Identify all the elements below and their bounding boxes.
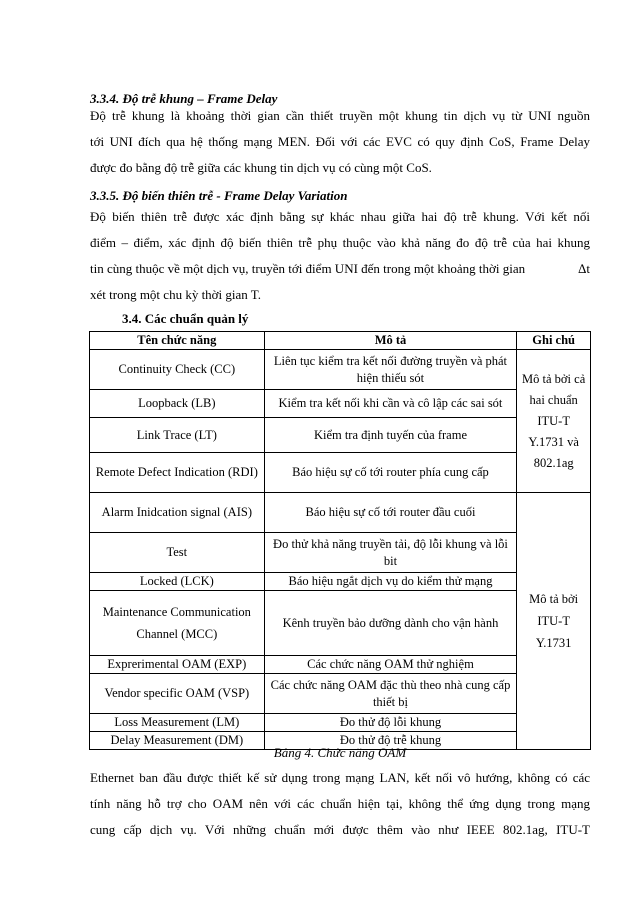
function-name-cell: Locked (LCK) [90, 573, 265, 591]
column-header-description: Mô tả [264, 332, 517, 350]
paragraph-line: Ethernet ban đầu được thiết kế sử dụng trong mạng LAN, kết nối vô hướng, không có các [90, 770, 590, 785]
function-name-cell: Continuity Check (CC) [90, 350, 265, 390]
table-row [90, 674, 591, 714]
section-3-3-4-paragraph [90, 103, 590, 181]
function-description-cell: Kiểm tra kết nối khi cần và cô lập các sai sót [264, 390, 517, 418]
table-row [90, 493, 591, 533]
table-row [90, 350, 591, 390]
function-description-cell: Đo thử khả năng truyền tải, độ lỗi khung và lỗi bit [264, 533, 517, 573]
function-name-cell: Test [90, 533, 265, 573]
section-3-4-heading: 3.4. Các chuẩn quản lý [122, 311, 249, 326]
paragraph-line: điểm – điểm, xác định độ biến thiên trễ phụ thuộc vào khả năng đo độ trễ của hai khung [90, 235, 590, 250]
function-name-cell: Exprerimental OAM (EXP) [90, 656, 265, 674]
column-header-note: Ghi chú [517, 332, 591, 350]
function-name-cell: Delay Measurement (DM) [90, 732, 265, 750]
function-description-cell: Đo thử độ lỗi khung [264, 714, 517, 732]
table-row [90, 533, 591, 573]
paragraph-line: tới UNI đích qua hệ thống mạng MEN. Đối với các EVC có quy định CoS, Frame Delay [90, 134, 590, 149]
function-name-cell: Alarm Inidcation signal (AIS) [90, 493, 265, 533]
function-name-cell: Loss Measurement (LM) [90, 714, 265, 732]
oam-functions-table [89, 331, 591, 750]
function-name-cell: Loopback (LB) [90, 390, 265, 418]
function-description-cell: Các chức năng OAM thử nghiệm [264, 656, 517, 674]
paragraph-line: cung cấp dịch vụ. Với những chuẩn mới được thêm vào như IEEE 802.1ag, ITU-T [90, 822, 590, 837]
paragraph-line: Độ biến thiên trễ được xác định bằng sự khác nhau giữa hai độ trễ khung. Với kết nối [90, 209, 590, 224]
table-row [90, 418, 591, 453]
function-description-cell: Báo hiệu sự cố tới router phía cung cấp [264, 453, 517, 493]
delta-t-symbol: ∆t [578, 261, 590, 276]
paragraph-line: xét trong một chu kỳ thời gian T. [90, 287, 262, 302]
table-header-row [90, 332, 591, 350]
function-name-cell: Link Trace (LT) [90, 418, 265, 453]
paragraph-line: Độ trễ khung là khoảng thời gian cần thiết truyền một khung tin dịch vụ từ UNI nguồn [90, 108, 590, 123]
table-row [90, 591, 591, 656]
column-header-name: Tên chức năng [90, 332, 265, 350]
table-row [90, 453, 591, 493]
function-description-cell: Kiểm tra định tuyến của frame [264, 418, 517, 453]
function-description-cell: Liên tục kiểm tra kết nối đường truyền và phát hiện thiếu sót [264, 350, 517, 390]
function-name-cell: Vendor specific OAM (VSP) [90, 674, 265, 714]
table-caption: Bảng 4. Chức năng OAM [273, 745, 407, 760]
closing-paragraph [90, 765, 590, 843]
note-cell-y1731: Mô tả bởi ITU-T Y.1731 [517, 493, 591, 750]
function-name-cell: Maintenance Communication Channel (MCC) [90, 591, 265, 656]
paragraph-line [90, 256, 590, 282]
paragraph-line: được đo bằng độ trễ giữa các khung tin dịch vụ có cùng một CoS. [90, 160, 432, 175]
section-3-3-5-heading: 3.3.5. Độ biến thiên trễ - Frame Delay Variation [90, 188, 348, 203]
table-row [90, 714, 591, 732]
paragraph-line: tính năng hỗ trợ cho OAM nên với các chuẩn hiện tại, không thể ứng dụng trong mạng [90, 796, 590, 811]
function-description-cell: Báo hiệu ngắt dịch vụ do kiểm thử mạng [264, 573, 517, 591]
section-3-3-5-paragraph [90, 204, 590, 308]
paragraph-line-text: tin cùng thuộc về một dịch vụ, truyền tới điểm UNI đến trong một khoảng thời gian [90, 261, 526, 276]
table-row [90, 390, 591, 418]
function-description-cell: Các chức năng OAM đặc thù theo nhà cung cấp thiết bị [264, 674, 517, 714]
table-row [90, 656, 591, 674]
note-cell-both-standards: Mô tả bởi cả hai chuẩn ITU-T Y.1731 và 802.1ag [517, 350, 591, 493]
function-description-cell: Kênh truyền bảo dưỡng dành cho vận hành [264, 591, 517, 656]
section-3-3-4-heading: 3.3.4. Độ trễ khung – Frame Delay [90, 91, 278, 106]
function-description-cell: Báo hiệu sự cố tới router đầu cuối [264, 493, 517, 533]
table-row [90, 573, 591, 591]
function-description-cell: Đo thử độ trễ khung [264, 732, 517, 750]
function-name-cell: Remote Defect Indication (RDI) [90, 453, 265, 493]
